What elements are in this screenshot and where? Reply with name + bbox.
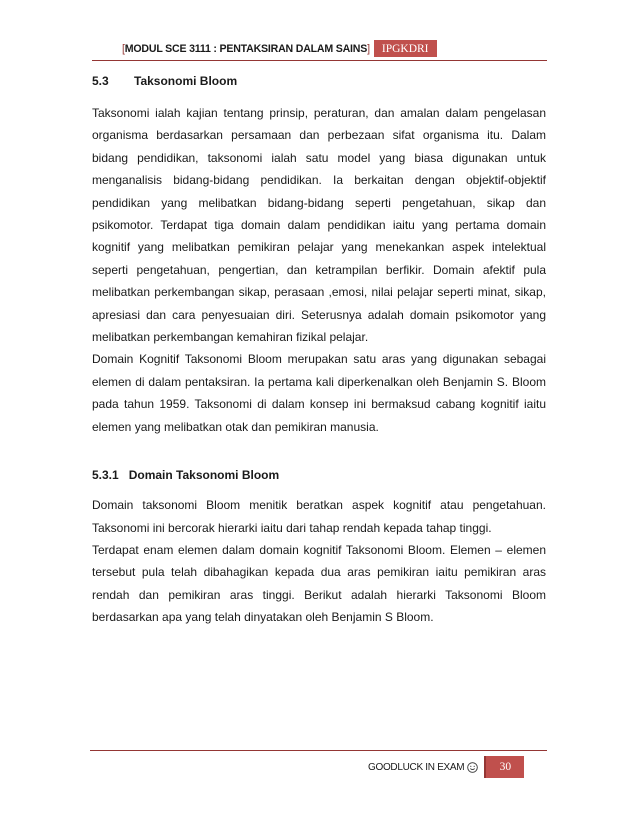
header-bracket-close: ] <box>367 43 370 55</box>
subsection-title: Domain Taksonomi Bloom <box>128 468 280 483</box>
section-heading <box>92 74 546 88</box>
smiley-icon <box>467 762 478 773</box>
footer-divider <box>90 750 547 751</box>
section-paragraph-1: Taksonomi ialah kajian tentang prinsip, peraturan, dan amalan dalam pengelasan organisma berdasarkan persamaan dan perbezaan sifat organisma itu. Dalam bidang pendidikan, taksonomi ialah satu model yang biasa digunakan untuk menganalisis bidang-bidang pendidikan. Ia berkaitan dengan objektif-objektif pendidikan yang melibatkan bidang-bidang seperti pengetahuan, sikap dan psikomotor. Terdapat tiga domain dalam pendidikan iaitu yang pertama domain kognitif yang melibatkan pemikiran pelajar yang menekankan aspek intelektual seperti pengetahuan, pengertian, dan ketrampilan berfikir. Domain afektif pula melibatkan perkembangan sikap, perasaan ,emosi, nilai pelajar seperti minat, sikap, apresiasi dan cara penyesuaian diri. Seterusnya adalah domain psikomotor yang melibatkan perkembangan kemahiran fizikal pelajar. <box>92 106 546 345</box>
section-number: 5.3 <box>92 74 109 88</box>
section-paragraph-2: Domain Kognitif Taksonomi Bloom merupakan satu aras yang digunakan sebagai elemen di dalam pentaksiran. Ia pertama kali diperkenalkan oleh Benjamin S. Bloom pada tahun 1959. Taksonomi di dalam konsep ini bermaksud cabang kognitif iaitu elemen yang melibatkan otak dan pemikiran manusia. <box>92 352 546 434</box>
subsection-heading <box>92 468 546 482</box>
page-body <box>92 66 546 629</box>
subsection-paragraph-1: Domain taksonomi Bloom menitik beratkan aspek kognitif atau pengetahuan. Taksonomi ini bercorak hierarki iaitu dari tahap rendah kepada tahap tinggi. <box>92 498 546 535</box>
subsection-number: 5.3.1 <box>92 468 119 483</box>
page-number: 30 <box>484 756 524 778</box>
subsection-paragraph-2: Terdapat enam elemen dalam domain kognitif Taksonomi Bloom. Elemen – elemen tersebut pula telah dibahagikan kepada dua aras pemikiran iaitu pemikiran aras rendah dan pemikiran aras tinggi. Berikut adalah hierarki Taksonomi Bloom berdasarkan apa yang telah dinyatakan oleh Benjamin S Bloom. <box>92 542 546 625</box>
section-title: Taksonomi Bloom <box>134 74 238 88</box>
footer-text: GOODLUCK IN EXAM <box>368 761 465 773</box>
page-header <box>122 40 437 57</box>
header-divider <box>92 60 547 61</box>
header-title-block <box>122 40 370 57</box>
page-footer <box>368 756 524 778</box>
header-bracket-open: [ <box>122 43 125 55</box>
header-title: MODUL SCE 3111 : PENTAKSIRAN DALAM SAINS <box>124 43 368 55</box>
header-org-badge: IPGKDRI <box>374 40 437 57</box>
